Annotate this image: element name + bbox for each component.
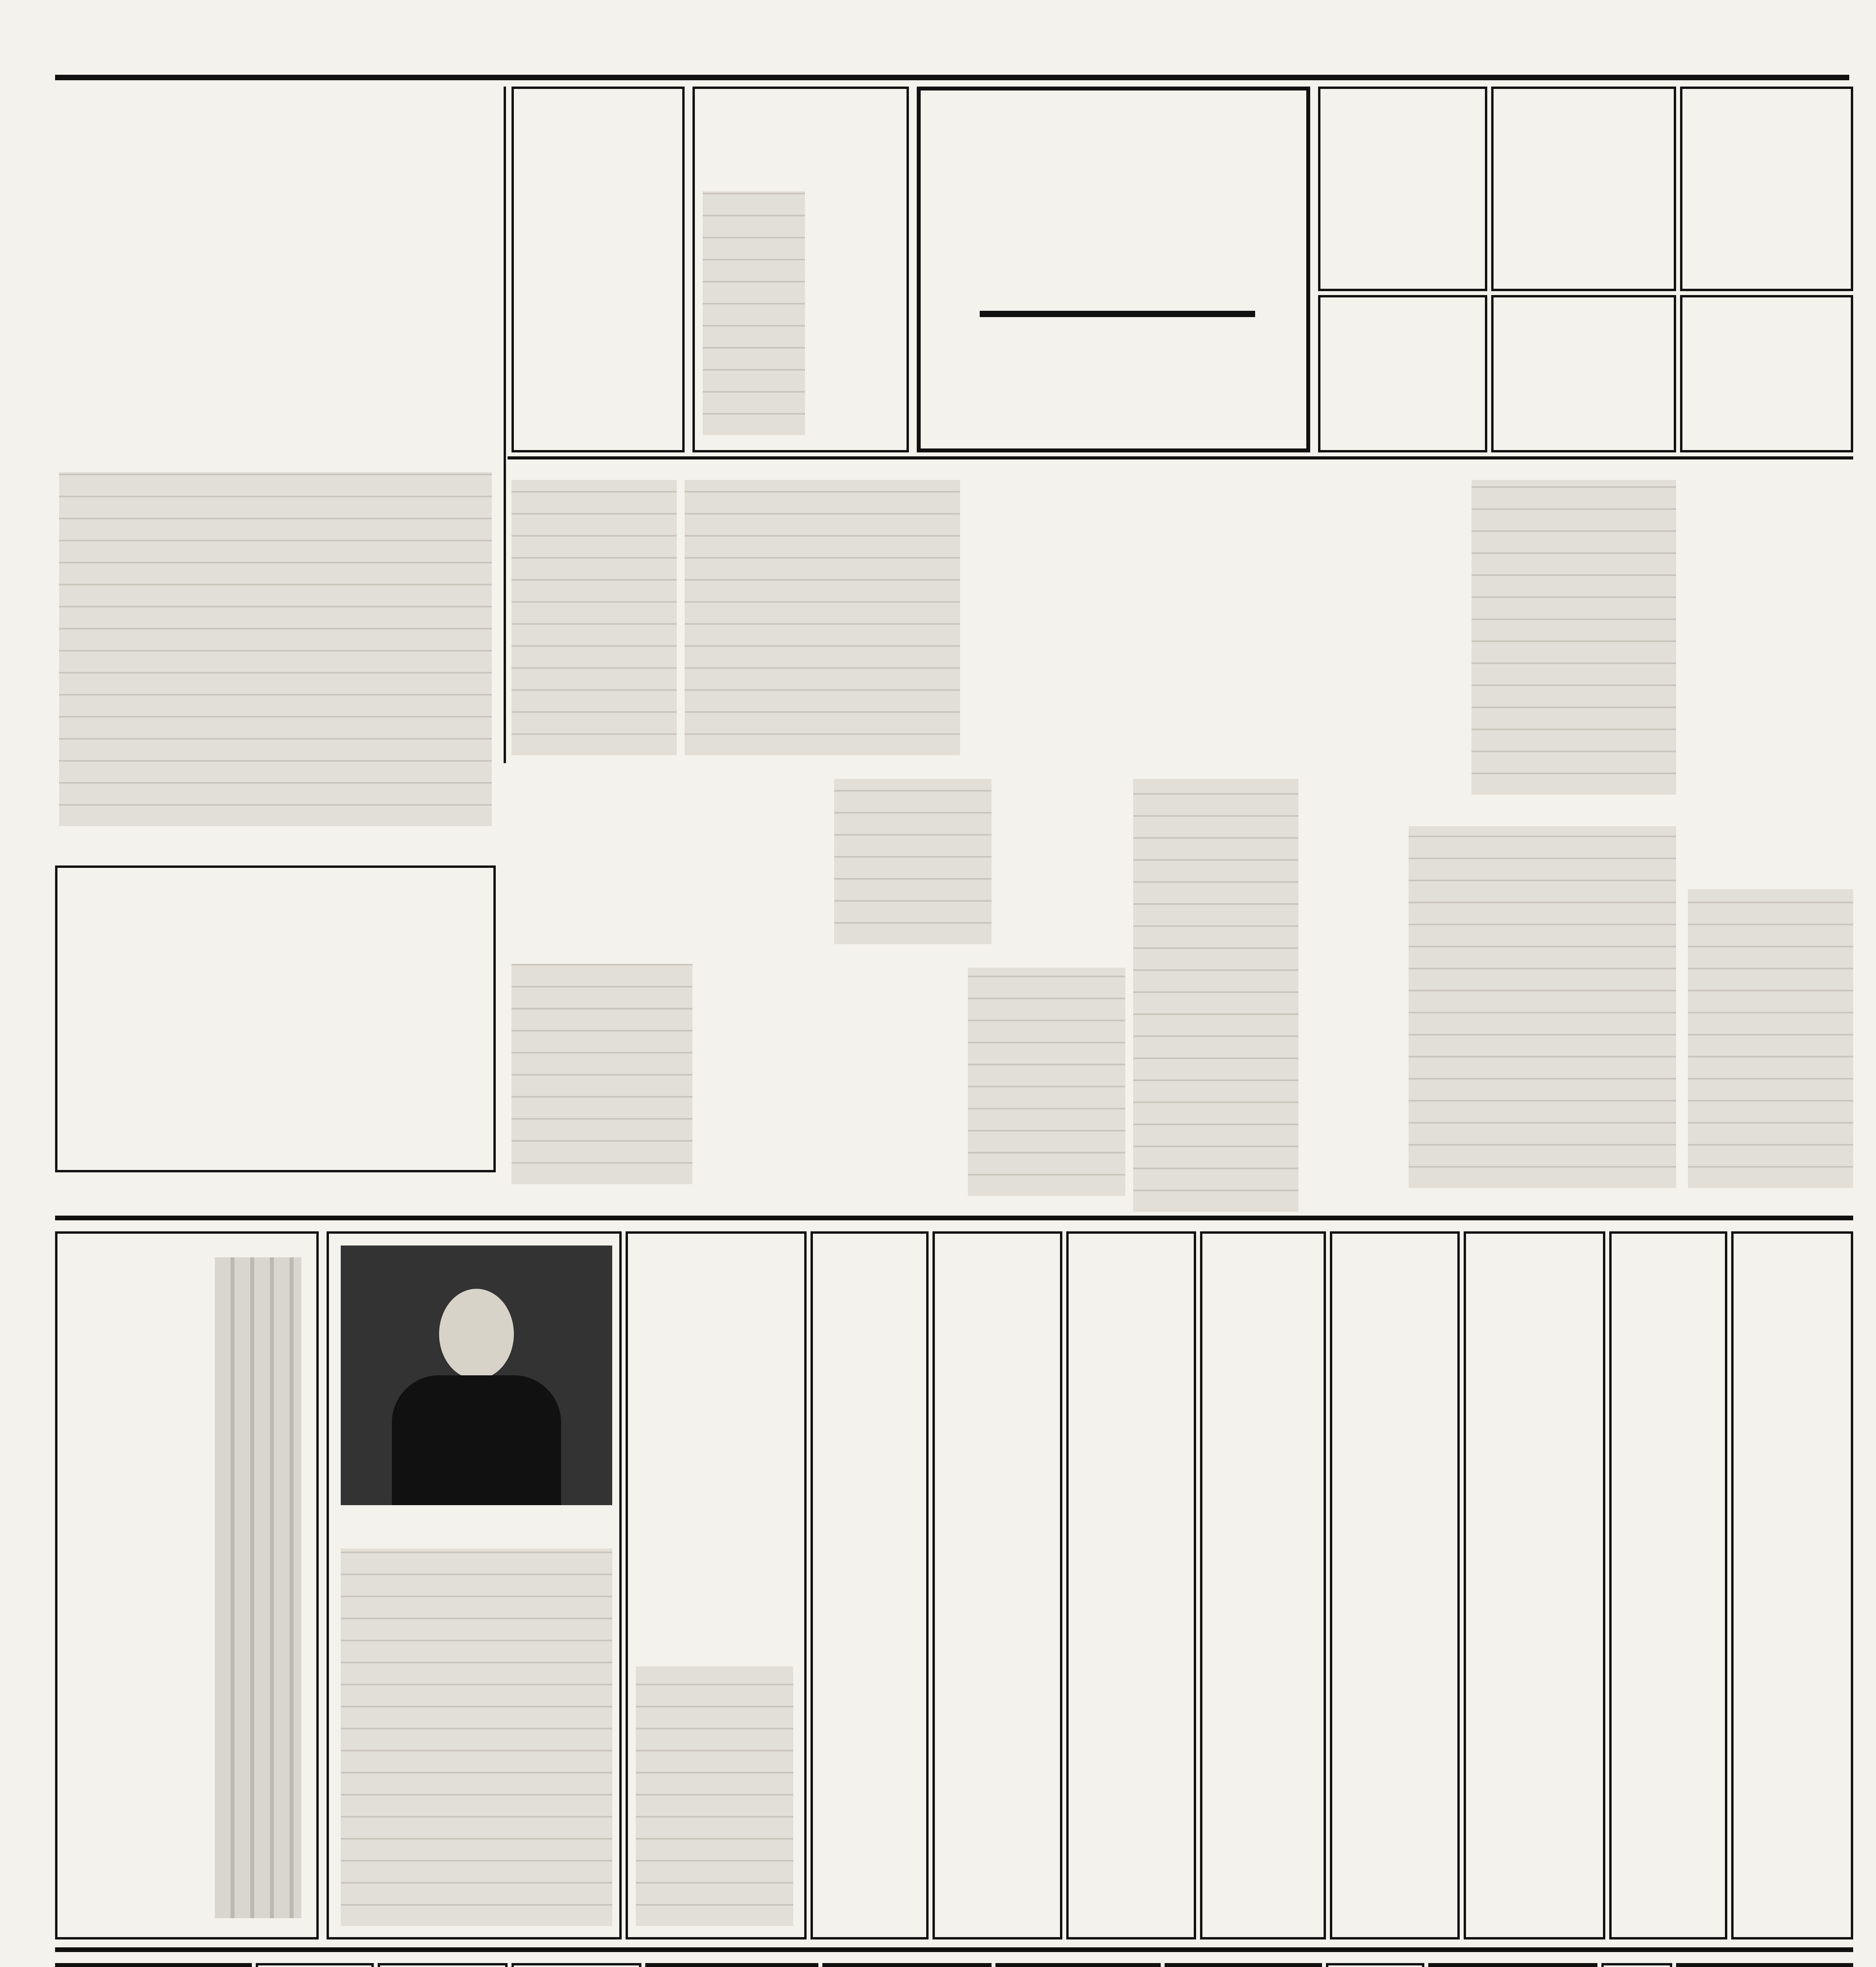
sports-body-col-8 [511, 964, 692, 1184]
youheng-ad [995, 1963, 1161, 1967]
sports-body-col-2 [685, 480, 960, 755]
jinzhi-ad [378, 1963, 508, 1967]
portrait-ad [327, 1231, 622, 1939]
portrait-body [392, 1375, 561, 1505]
sports-body-col-5 [1133, 779, 1298, 1212]
baby-ad [1680, 87, 1853, 291]
chunghsing-ad [1609, 1231, 1727, 1939]
ocean-college-ad [932, 1231, 1062, 1939]
lianhe-ad [1428, 1963, 1597, 1967]
student-press-box [55, 865, 496, 1172]
pingan-ad [511, 1963, 641, 1967]
left-body-col [59, 472, 492, 826]
sports-body-col-4 [834, 779, 992, 944]
gift-send-ad [1680, 295, 1853, 452]
fareast-ad [917, 87, 1310, 452]
sports-headline [972, 480, 1464, 653]
dahua-ad [645, 1963, 818, 1967]
weekly-ad [55, 1231, 319, 1939]
law-monthly-box [692, 87, 909, 452]
portrait-details [341, 1548, 612, 1926]
masthead [0, 0, 1876, 75]
midautumn-ad [1491, 295, 1676, 452]
sports-body-col-9 [968, 968, 1125, 1196]
taipei-school-ad [256, 1963, 374, 1967]
free-middle-ad [1464, 1231, 1605, 1939]
ntu-ad [1731, 1231, 1853, 1939]
law-monthly-contents [703, 191, 805, 435]
federation-notice [511, 87, 685, 452]
rca-ad [1318, 295, 1487, 452]
fengjia-ad [1066, 1231, 1196, 1939]
tang-physics-ad [1601, 1963, 1672, 1967]
xuefu-ad [55, 1963, 252, 1967]
sports-body-col-3 [1472, 480, 1676, 795]
masthead-rule [55, 75, 1849, 80]
mid-rule [55, 1216, 1853, 1220]
sports-top-rule [508, 456, 1853, 459]
portrait-head [439, 1289, 514, 1379]
fareast-sub [980, 311, 1255, 317]
liming-details [636, 1666, 793, 1926]
tang-chem-ad [1326, 1963, 1424, 1967]
sports-body-col-7 [1688, 889, 1853, 1188]
pp-shirt-ad [1491, 87, 1676, 291]
glass-ad [1318, 87, 1487, 291]
portrait-photo [341, 1246, 612, 1505]
sports-body-col-1 [511, 480, 677, 755]
sports-body-col-6 [1409, 826, 1676, 1188]
top-left-dates [118, 94, 205, 350]
christian-college-ad [811, 1231, 929, 1939]
zhonghua-ad [1676, 1963, 1853, 1967]
liren-ad [1165, 1963, 1322, 1967]
taida-ad [822, 1963, 992, 1967]
seminary-ad [1200, 1231, 1326, 1939]
weekly-cover-art [215, 1257, 301, 1918]
culture-college-ad [1330, 1231, 1460, 1939]
top-left-divider [504, 87, 506, 763]
bottom-rule [55, 1947, 1853, 1952]
liming-ad [626, 1231, 807, 1939]
